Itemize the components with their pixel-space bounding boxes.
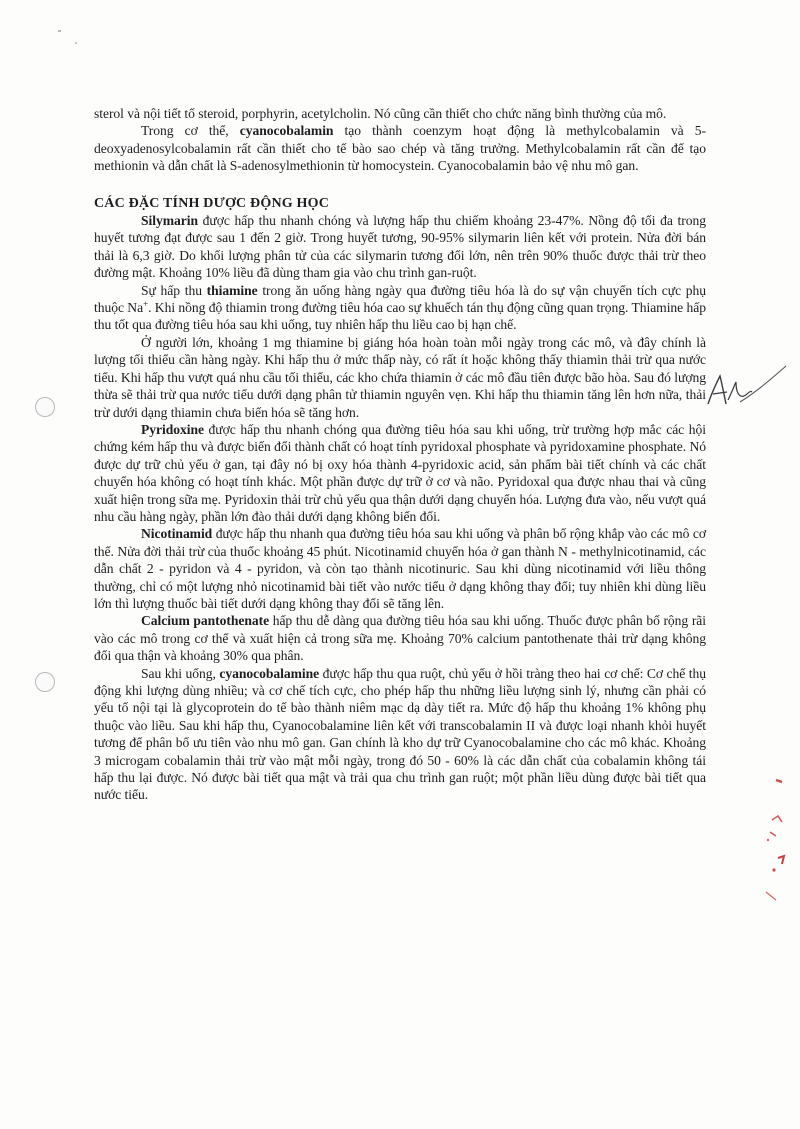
section-heading: CÁC ĐẶC TÍNH DƯỢC ĐỘNG HỌC (94, 195, 330, 211)
paragraph-nicotinamid: Nicotinamid được hấp thu nhanh qua đường tiêu hóa sau khi uống và phân bố rộng khắp vào các mô cơ thể. Nửa đời thải trừ của thuốc khoảng 45 phút. Nicotinamid chuyển hóa ở gan thành N - methylnicotinamid, các dẫn chất 2 - pyridon và 4 - pyridon, và còn tạo thành nicotinuric. Sau khi dùng nicotinamid với liều thông thường, chỉ có một lượng nhỏ nicotinamid bài tiết vào nước tiểu ở dạng không thay đổi; tuy nhiên khi dùng liều lớn thì lượng thuốc bài tiết dưới dạng không thay đổi sẽ tăng lên. (94, 526, 706, 611)
punch-hole (35, 672, 55, 692)
paragraph-pyridoxine: Pyridoxine được hấp thu nhanh chóng qua đường tiêu hóa sau khi uống, trừ trường hợp mắc các hội chứng kém hấp thu và được biến đổi thành chất có hoạt tính pyridoxal phosphate và pyridoxamine phosphate. Nó được dự trữ chủ yếu ở gan, tại đây nó bị oxy hóa thành 4-pyridoxic acid, sản phẩm bài tiết chính và các chất chuyển hóa không có hoạt tính khác. Một phần được dự trữ ở cơ và não. Pyridoxal qua được nhau thai và cũng xuất hiện trong sữa mẹ. Pyridoxin thải trừ chủ yếu qua thận dưới dạng chuyển hóa. Lượng đưa vào, nếu vượt quá nhu cầu hàng ngày, phần lớn đào thải dưới dạng không biến đổi. (94, 421, 706, 524)
paragraph-silymarin: Silymarin được hấp thu nhanh chóng và lượng hấp thu chiếm khoảng 23-47%. Nồng độ tối đa trong huyết tương đạt được sau 1 đến 2 giờ. Trong huyết tương, 90-95% silymarin liên kết với protein. Nửa đời bán thải là 6,3 giờ. Do khối lượng phân tử của các silymarin tương đối lớn, nên trên 90% thuốc được thải trừ theo đường mật. Khoảng 10% liều đã dùng tham gia vào chu trình gan-ruột. (94, 213, 706, 281)
paragraph-calcium-pantothenate: Calcium pantothenate hấp thu dễ dàng qua đường tiêu hóa sau khi uống. Thuốc được phân bố rộng rãi vào các mô trong cơ thể và xuất hiện cả trong sữa mẹ. Khoảng 70% calcium pantothenate thải trừ dạng không đổi qua thận và khoảng 30% qua phân. (94, 613, 707, 664)
scan-speck (58, 30, 61, 32)
scan-speck (75, 42, 77, 44)
paragraph-cyanocobalamine-absorption: Sau khi uống, cyanocobalamine được hấp thu qua ruột, chủ yếu ở hồi tràng theo hai cơ chế: Cơ chế thụ động khi lượng dùng nhiều; và cơ chế tích cực, cho phép hấp thu những liều lượng sinh lý, nhưng cần phải có yếu tố nội tại là glycoprotein do tế bào thành niêm mạc dạ dày tiết ra. Mức độ hấp thu khoảng 1% không phụ thuộc vào liều. Sau khi hấp thu, Cyanocobalamine liên kết với transcobalamin II và được loại nhanh khỏi huyết tương để phân bố ưu tiên vào nhu mô gan. Gan chính là kho dự trữ Cyanocobalamine cho các mô khác. Khoảng 3 microgam cobalamin thải trừ vào mật mỗi ngày, trong đó 50 - 60% là các dẫn chất của cobalamin không tái hấp thu lại được. Nó được bài tiết qua mật và trải qua chu trình gan ruột; một phần liều dùng được bài tiết qua nước tiểu. (94, 665, 707, 803)
paragraph-cyanocobalamin-intro-end: sterol và nội tiết tố steroid, porphyrin, acetylcholin. Nó cũng cần thiết cho chức năng bình thường của mô. (94, 106, 667, 121)
punch-hole (35, 397, 55, 417)
paragraph-thiamine-adult: Ở người lớn, khoảng 1 mg thiamine bị giáng hóa hoàn toàn mỗi ngày trong các mô, và đây chính là lượng tối thiểu cần hàng ngày. Khi hấp thu ở mức thấp này, có rất ít hoặc không thấy thiamin thải trừ qua nước tiểu. Khi hấp thu vượt quá nhu cầu tối thiểu, các kho chứa thiamin ở các mô đầu tiên được bão hòa. Sau đó lượng thừa sẽ thải trừ qua nước tiểu dưới dạng phân tử thiamin nguyên vẹn. Khi hấp thu thiamin tăng lên hơn nữa, thải trừ dưới dạng thiamin chưa biến hóa sẽ tăng hơn. (94, 334, 706, 420)
paragraph-cyanocobalamin-coenzyme: Trong cơ thể, cyanocobalamin tạo thành coenzym hoạt động là methylcobalamin và 5-deoxyadenosylcobalamin rất cần thiết cho tế bào sao chép và tăng trưởng. Methylcobalamin rất cần để tạo methionin và dẫn chất là S-adenosylmethionin từ homocystein. Cyanocobalamin bảo vệ nhu mô gan. (94, 123, 706, 174)
handwritten-initial-mark (700, 362, 790, 410)
paragraph-thiamine-absorption: Sự hấp thu thiamine trong ăn uống hàng ngày qua đường tiêu hóa là do sự vận chuyển tích cực phụ thuộc Na+. Khi nồng độ thiamin trong đường tiêu hóa cao sự khuếch tán thụ động cũng quan trọng. Thiamine hấp thu tốt qua đường tiêu hóa sau khi uống, tuy nhiên hấp thu liều cao bị hạn chế. (94, 282, 706, 333)
document-body (94, 105, 706, 804)
stamp-fragment (752, 770, 792, 920)
